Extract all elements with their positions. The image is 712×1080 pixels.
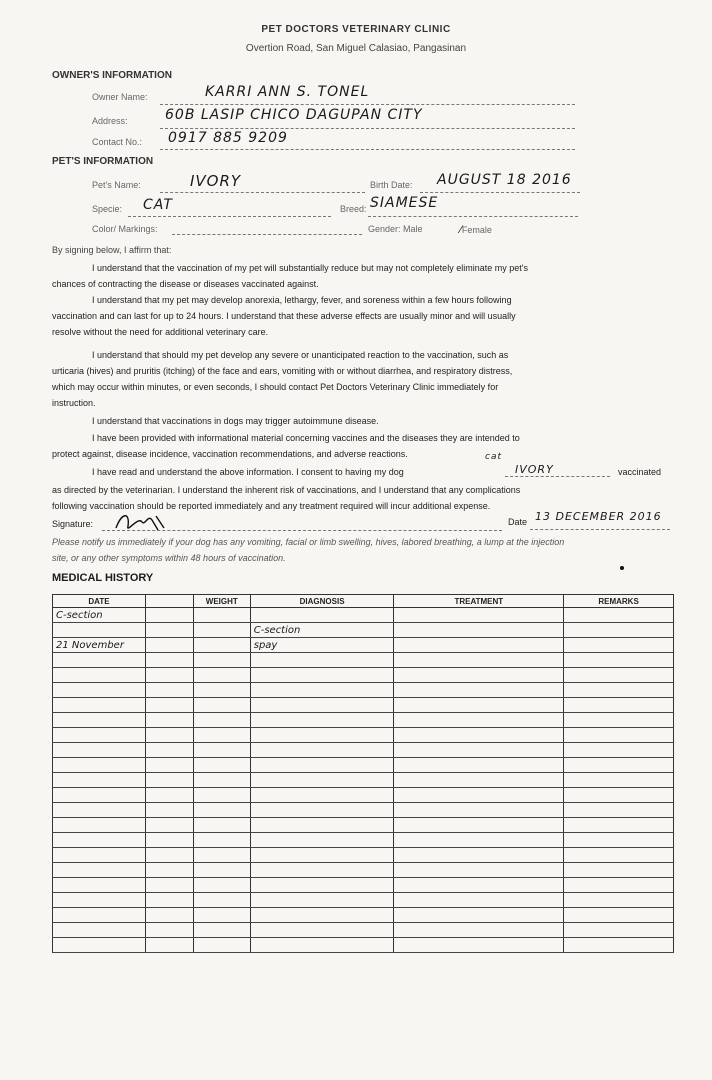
cell-treatment[interactable] <box>394 713 564 728</box>
cell-blank[interactable] <box>145 923 193 938</box>
cell-remarks[interactable] <box>564 848 674 863</box>
cell-remarks[interactable] <box>564 668 674 683</box>
cell-remarks[interactable] <box>564 653 674 668</box>
cell-date[interactable] <box>53 698 146 713</box>
owner-name-label: Owner Name: <box>92 92 148 102</box>
table-row <box>53 623 674 638</box>
cell-blank[interactable] <box>145 908 193 923</box>
cell-blank[interactable] <box>145 698 193 713</box>
owner-address-label: Address: <box>92 116 128 126</box>
cell-weight[interactable] <box>193 683 250 698</box>
cell-weight[interactable] <box>193 623 250 638</box>
cell-weight[interactable] <box>193 698 250 713</box>
cell-remarks[interactable] <box>564 758 674 773</box>
medical-history-title: MEDICAL HISTORY <box>52 572 154 584</box>
cell-date[interactable] <box>53 908 146 923</box>
cell-remarks[interactable] <box>564 833 674 848</box>
cell-diagnosis[interactable] <box>250 713 394 728</box>
pet-name-vaccinated-line <box>505 476 610 477</box>
cell-date[interactable] <box>53 803 146 818</box>
gender-female-check-mark: ⁄ <box>460 224 462 236</box>
color-markings-line <box>172 234 362 235</box>
table-row <box>53 608 674 623</box>
cell-weight[interactable] <box>193 833 250 848</box>
gender-female-option[interactable] <box>460 224 492 236</box>
birth-date-label: Birth Date: <box>370 180 413 190</box>
cell-treatment[interactable] <box>394 923 564 938</box>
table-row <box>53 653 674 668</box>
cell-treatment[interactable] <box>394 698 564 713</box>
owner-name-line <box>160 104 575 105</box>
cell-weight[interactable] <box>193 638 250 653</box>
cell-weight[interactable] <box>193 743 250 758</box>
notice-line-2: site, or any other symptoms within 48 hours of vaccination. <box>52 553 286 563</box>
owner-contact-value[interactable]: 0917 885 9209 <box>168 130 288 146</box>
consent-line-9: instruction. <box>52 398 96 408</box>
consent-line-14: as directed by the veterinarian. I understand the inherent risk of vaccinations, and I understand that any complications <box>52 485 521 495</box>
col-header-treatment: TREATMENT <box>394 595 564 608</box>
cell-remarks[interactable] <box>564 623 674 638</box>
cell-diagnosis[interactable] <box>250 683 394 698</box>
vaccinated-label: vaccinated <box>618 467 662 477</box>
cell-treatment[interactable] <box>394 653 564 668</box>
cell-date[interactable] <box>53 623 146 638</box>
cell-blank[interactable] <box>145 623 193 638</box>
table-row <box>53 878 674 893</box>
cell-weight[interactable] <box>193 773 250 788</box>
cell-diagnosis[interactable] <box>250 878 394 893</box>
signature-label: Signature: <box>52 519 94 529</box>
cell-diagnosis[interactable] <box>250 833 394 848</box>
breed-value[interactable]: SIAMESE <box>370 195 439 211</box>
owner-address-value[interactable]: 60B LASIP CHICO DAGUPAN CITY <box>165 107 423 123</box>
col-header-diagnosis: DIAGNOSIS <box>250 595 394 608</box>
cell-treatment[interactable] <box>394 848 564 863</box>
cell-weight[interactable] <box>193 713 250 728</box>
cell-date[interactable] <box>53 683 146 698</box>
cell-weight[interactable] <box>193 728 250 743</box>
cell-date[interactable] <box>53 653 146 668</box>
date-value[interactable]: 13 DECEMBER 2016 <box>535 510 662 523</box>
consent-line-15: following vaccination should be reported immediately and any treatment required will incur additional expense. <box>52 501 491 511</box>
cell-diagnosis[interactable] <box>250 608 394 623</box>
table-row <box>53 758 674 773</box>
consent-line-3: I understand that my pet may develop anorexia, lethargy, fever, and soreness within a few hours following <box>92 295 512 305</box>
cell-date[interactable] <box>53 938 146 953</box>
cell-diagnosis[interactable] <box>250 788 394 803</box>
consent-line-12: protect against, disease incidence, vaccination recommendations, and adverse reactions. <box>52 449 408 459</box>
cell-blank[interactable] <box>145 758 193 773</box>
table-row <box>53 773 674 788</box>
cell-blank[interactable] <box>145 848 193 863</box>
cell-blank[interactable] <box>145 608 193 623</box>
cell-blank[interactable] <box>145 803 193 818</box>
cell-diagnosis[interactable] <box>250 698 394 713</box>
signature-scribble[interactable] <box>112 508 172 536</box>
table-row <box>53 788 674 803</box>
cell-blank[interactable] <box>145 683 193 698</box>
cell-weight[interactable] <box>193 863 250 878</box>
cell-date[interactable] <box>53 728 146 743</box>
cell-diagnosis[interactable]: spay <box>250 638 394 653</box>
table-row <box>53 728 674 743</box>
consent-line-2: chances of contracting the disease or diseases vaccinated against. <box>52 279 319 289</box>
col-header-remarks: REMARKS <box>564 595 674 608</box>
cell-date[interactable] <box>53 878 146 893</box>
clinic-name: PET DOCTORS VETERINARY CLINIC <box>261 24 451 35</box>
cell-date[interactable] <box>53 713 146 728</box>
col-header-blank <box>145 595 193 608</box>
medical-history-table <box>52 594 674 953</box>
col-header-date: DATE <box>53 595 146 608</box>
cell-treatment[interactable] <box>394 608 564 623</box>
cell-diagnosis[interactable] <box>250 908 394 923</box>
specie-value[interactable]: CAT <box>143 197 173 213</box>
cell-treatment[interactable] <box>394 668 564 683</box>
consent-line-1: I understand that the vaccination of my pet will substantially reduce but may not completely eliminate my pet's <box>92 263 528 273</box>
cell-date[interactable]: C-section <box>53 608 146 623</box>
cell-treatment[interactable] <box>394 818 564 833</box>
cell-remarks[interactable] <box>564 638 674 653</box>
cell-blank[interactable] <box>145 713 193 728</box>
cell-treatment[interactable] <box>394 623 564 638</box>
consent-line-13: I have read and understand the above information. I consent to having my dog <box>92 467 404 477</box>
cell-diagnosis[interactable] <box>250 758 394 773</box>
cell-weight[interactable] <box>193 818 250 833</box>
consent-line-7: urticaria (hives) and pruritis (itching) of the face and ears, vomiting with or without diarrhea, and respiratory distress, <box>52 366 513 376</box>
owner-contact-line <box>160 149 575 150</box>
cell-blank[interactable] <box>145 818 193 833</box>
gender-label: Gender: Male <box>368 224 423 234</box>
cell-treatment[interactable] <box>394 803 564 818</box>
cell-treatment[interactable] <box>394 638 564 653</box>
clinic-address: Overtion Road, San Miguel Calasiao, Pangasinan <box>245 43 467 54</box>
cell-weight[interactable] <box>193 938 250 953</box>
pet-name-label: Pet's Name: <box>92 180 141 190</box>
dog-correction-value: cat <box>485 452 502 462</box>
cell-diagnosis[interactable] <box>250 893 394 908</box>
cell-remarks[interactable] <box>564 938 674 953</box>
color-markings-label: Color/ Markings: <box>92 224 158 234</box>
cell-date[interactable] <box>53 833 146 848</box>
breed-line <box>368 216 578 217</box>
cell-diagnosis[interactable] <box>250 863 394 878</box>
cell-blank[interactable] <box>145 728 193 743</box>
table-row <box>53 803 674 818</box>
table-row <box>53 848 674 863</box>
cell-weight[interactable] <box>193 803 250 818</box>
pet-name-line <box>160 192 365 193</box>
cell-treatment[interactable] <box>394 743 564 758</box>
table-row <box>53 743 674 758</box>
cell-weight[interactable] <box>193 668 250 683</box>
cell-date[interactable] <box>53 743 146 758</box>
cell-remarks[interactable] <box>564 788 674 803</box>
cell-blank[interactable] <box>145 668 193 683</box>
table-row <box>53 683 674 698</box>
date-line <box>530 529 670 530</box>
cell-date[interactable] <box>53 863 146 878</box>
cell-remarks[interactable] <box>564 803 674 818</box>
consent-line-8: which may occur within minutes, or even seconds, I should contact Pet Doctors Veterinary Clinic immediately for <box>52 382 499 392</box>
cell-date[interactable] <box>53 773 146 788</box>
gender-female-label: Female <box>461 225 492 235</box>
cell-weight[interactable] <box>193 788 250 803</box>
cell-blank[interactable] <box>145 893 193 908</box>
cell-diagnosis[interactable] <box>250 773 394 788</box>
cell-blank[interactable] <box>145 653 193 668</box>
consent-line-5: resolve without the need for additional veterinary care. <box>52 327 269 337</box>
cell-diagnosis[interactable]: C-section <box>250 623 394 638</box>
cell-remarks[interactable] <box>564 713 674 728</box>
cell-treatment[interactable] <box>394 908 564 923</box>
cell-date[interactable] <box>53 848 146 863</box>
cell-date[interactable] <box>53 788 146 803</box>
cell-date[interactable] <box>53 923 146 938</box>
consent-line-6: I understand that should my pet develop any severe or unanticipated reaction to the vaccination, such as <box>92 350 509 360</box>
cell-date[interactable] <box>53 893 146 908</box>
cell-diagnosis[interactable] <box>250 938 394 953</box>
table-row <box>53 713 674 728</box>
cell-diagnosis[interactable] <box>250 803 394 818</box>
pet-name-value[interactable]: IVORY <box>190 172 242 190</box>
cell-date[interactable] <box>53 818 146 833</box>
cell-blank[interactable] <box>145 788 193 803</box>
cell-date[interactable] <box>53 758 146 773</box>
vaccinated-pet-name[interactable]: IVORY <box>515 463 554 476</box>
cell-weight[interactable] <box>193 653 250 668</box>
specie-label: Specie: <box>92 204 123 214</box>
cell-blank[interactable] <box>145 833 193 848</box>
notice-line-1: Please notify us immediately if your dog has any vomiting, facial or limb swelling, hives, labored breathing, a lump at the injection <box>52 537 565 547</box>
cell-blank[interactable] <box>145 863 193 878</box>
speck-mark <box>620 566 624 570</box>
cell-treatment[interactable] <box>394 758 564 773</box>
cell-blank[interactable] <box>145 938 193 953</box>
birth-date-line <box>420 192 580 193</box>
cell-date[interactable]: 21 November <box>53 638 146 653</box>
date-label: Date <box>508 517 528 527</box>
cell-treatment[interactable] <box>394 683 564 698</box>
cell-treatment[interactable] <box>394 863 564 878</box>
cell-remarks[interactable] <box>564 608 674 623</box>
cell-weight[interactable] <box>193 923 250 938</box>
cell-treatment[interactable] <box>394 938 564 953</box>
cell-remarks[interactable] <box>564 773 674 788</box>
consent-line-10: I understand that vaccinations in dogs may trigger autoimmune disease. <box>92 416 379 426</box>
table-row <box>53 863 674 878</box>
col-header-weight: WEIGHT <box>193 595 250 608</box>
table-row <box>53 893 674 908</box>
cell-diagnosis[interactable] <box>250 923 394 938</box>
table-row <box>53 698 674 713</box>
consent-line-4: vaccination and can last for up to 24 hours. I understand that these adverse effects are usually minor and will usually <box>52 311 516 321</box>
cell-weight[interactable] <box>193 893 250 908</box>
table-row <box>53 638 674 653</box>
table-row <box>53 668 674 683</box>
owner-contact-label: Contact No.: <box>92 137 143 147</box>
medical-history-header-row <box>53 595 674 608</box>
cell-treatment[interactable] <box>394 788 564 803</box>
cell-diagnosis[interactable] <box>250 728 394 743</box>
breed-label: Breed: <box>340 204 367 214</box>
cell-remarks[interactable] <box>564 863 674 878</box>
cell-remarks[interactable] <box>564 743 674 758</box>
consent-line-11: I have been provided with informational material concerning vaccines and the diseases they are intended to <box>92 433 520 443</box>
owner-address-line <box>160 128 575 129</box>
cell-remarks[interactable] <box>564 893 674 908</box>
cell-diagnosis[interactable] <box>250 818 394 833</box>
cell-diagnosis[interactable] <box>250 848 394 863</box>
cell-remarks[interactable] <box>564 878 674 893</box>
cell-remarks[interactable] <box>564 728 674 743</box>
table-row <box>53 818 674 833</box>
birth-date-value[interactable]: AUGUST 18 2016 <box>437 172 572 188</box>
cell-weight[interactable] <box>193 878 250 893</box>
table-row <box>53 923 674 938</box>
cell-diagnosis[interactable] <box>250 668 394 683</box>
cell-blank[interactable] <box>145 878 193 893</box>
cell-treatment[interactable] <box>394 728 564 743</box>
cell-diagnosis[interactable] <box>250 743 394 758</box>
consent-intro: By signing below, I affirm that: <box>52 245 172 255</box>
cell-remarks[interactable] <box>564 818 674 833</box>
cell-treatment[interactable] <box>394 878 564 893</box>
cell-diagnosis[interactable] <box>250 653 394 668</box>
pet-section-title: PET'S INFORMATION <box>52 156 154 167</box>
owner-name-value[interactable]: KARRI ANN S. TONEL <box>205 84 370 100</box>
cell-weight[interactable] <box>193 848 250 863</box>
cell-treatment[interactable] <box>394 893 564 908</box>
cell-date[interactable] <box>53 668 146 683</box>
table-row <box>53 833 674 848</box>
cell-blank[interactable] <box>145 743 193 758</box>
cell-treatment[interactable] <box>394 833 564 848</box>
table-row <box>53 938 674 953</box>
cell-weight[interactable] <box>193 908 250 923</box>
cell-weight[interactable] <box>193 758 250 773</box>
table-row <box>53 908 674 923</box>
cell-weight[interactable] <box>193 608 250 623</box>
cell-blank[interactable] <box>145 638 193 653</box>
cell-remarks[interactable] <box>564 698 674 713</box>
cell-remarks[interactable] <box>564 923 674 938</box>
cell-remarks[interactable] <box>564 683 674 698</box>
cell-treatment[interactable] <box>394 773 564 788</box>
specie-line <box>128 216 331 217</box>
cell-remarks[interactable] <box>564 908 674 923</box>
cell-blank[interactable] <box>145 773 193 788</box>
owner-section-title: OWNER'S INFORMATION <box>52 70 172 81</box>
